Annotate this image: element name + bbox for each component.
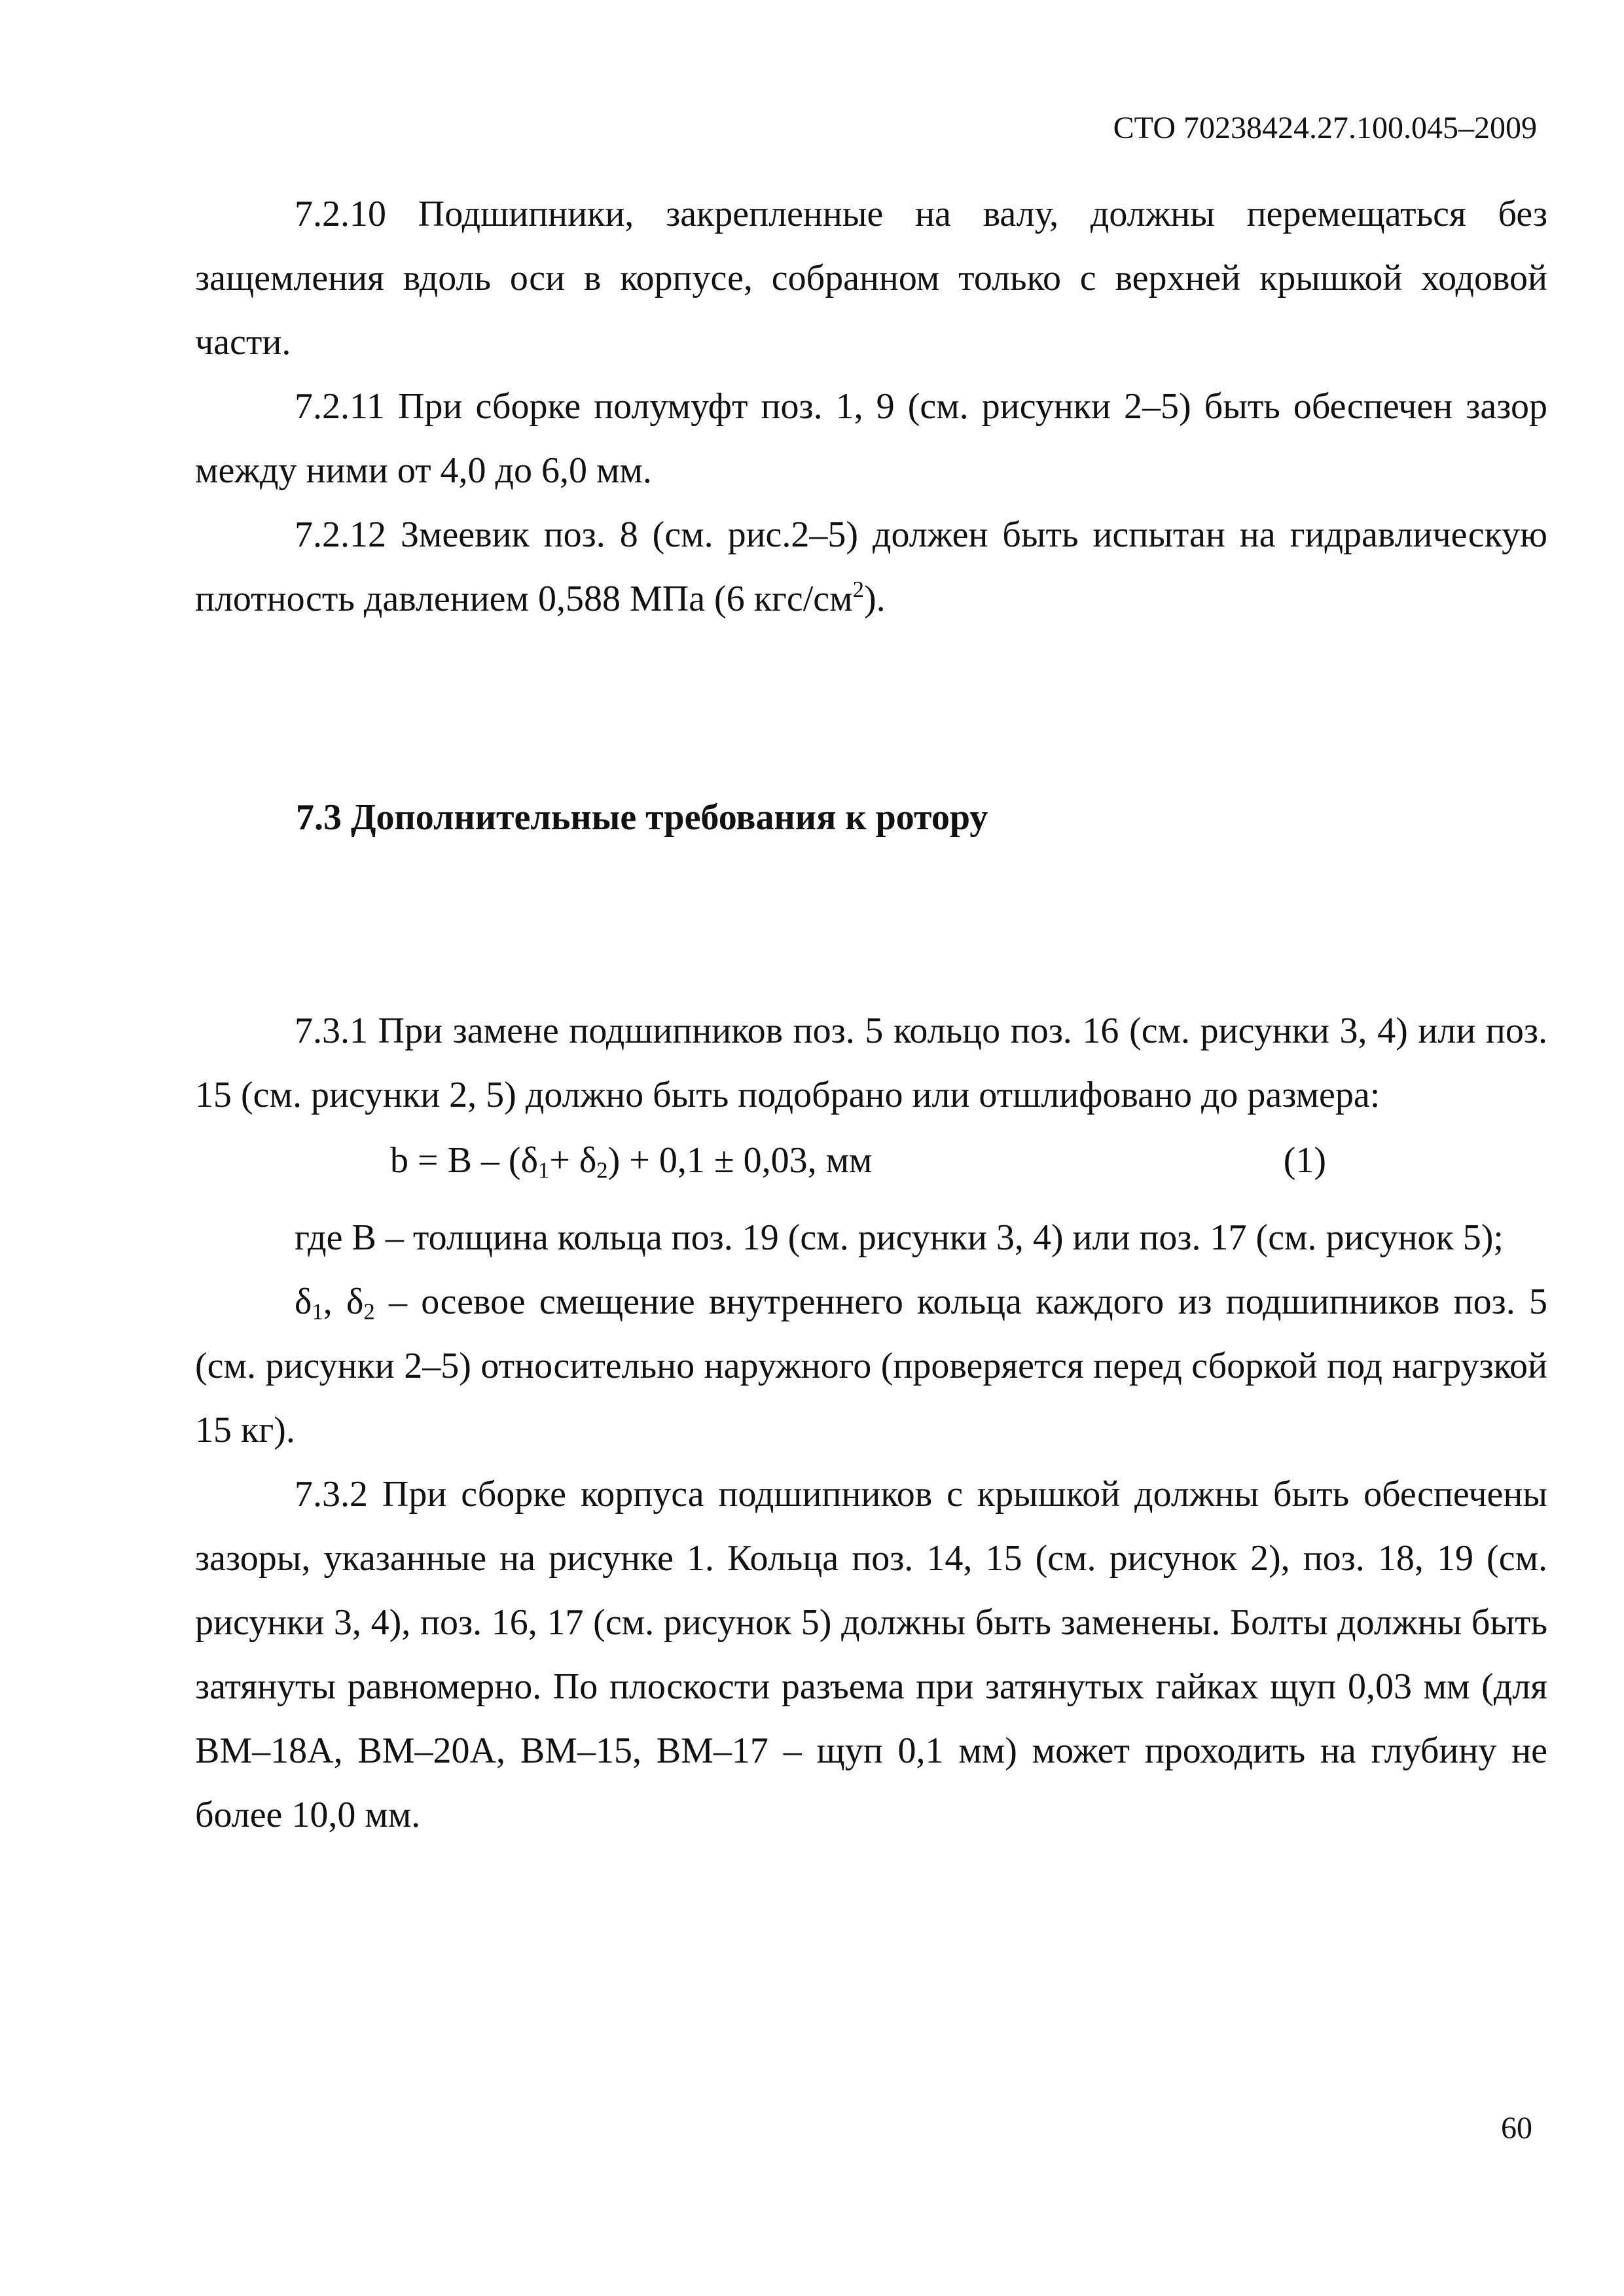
paragraph-7-2-12-text: 7.2.12 Змеевик поз. 8 (см. рис.2–5) должен быть испытан на гидравлическую плотность давлением 0,588 МПа (6 кгс/см xyxy=(195,514,1547,619)
definition-delta-text: – осевое смещение внутреннего кольца каждого из подшипников поз. 5 (см. рисунки 2–5) относительно наружного (проверяется перед сборкой под нагрузкой 15 кг). xyxy=(195,1282,1548,1450)
definition-delta xyxy=(195,1270,1547,1462)
formula-part: ) + 0,1 ± 0,03, мм xyxy=(607,1140,873,1181)
delta-symbol: δ xyxy=(295,1282,312,1322)
paragraph-block-7-2 xyxy=(195,182,1547,631)
paragraph-7-3-2: 7.3.2 При сборке корпуса подшипников с крышкой должны быть обеспечены зазоры, указанные на рисунке 1. Кольца поз. 14, 15 (см. рисунок 2), поз. 18, 19 (см. рисунки 3, 4), поз. 16, 17 (см. рисунок 5) должны быть заменены. Болты должны быть затянуты равномерно. По плоскости разъема при затянутых гайках щуп 0,03 мм (для ВМ–18А, ВМ–20А, ВМ–15, ВМ–17 – щуп 0,1 мм) может проходить на глубину не более 10,0 мм. xyxy=(195,1474,1547,1835)
document-code-header: СТО 70238424.27.100.045–2009 xyxy=(1113,111,1537,145)
paragraph-7-2-11: 7.2.11 При сборке полумуфт поз. 1, 9 (см. рисунки 2–5) быть обеспечен зазор между ними от 4,0 до 6,0 мм. xyxy=(195,386,1547,491)
formula-subscript-1: 1 xyxy=(537,1157,550,1183)
section-heading-7-3: 7.3 Дополнительные требования к ротору xyxy=(296,797,988,838)
paragraph-block-definitions xyxy=(195,1206,1547,1847)
delta-subscript-2: 2 xyxy=(363,1299,375,1325)
paragraph-7-3-1: 7.3.1 При замене подшипников поз. 5 кольцо поз. 16 (см. рисунки 3, 4) или поз. 15 (см. рисунки 2, 5) должно быть подобрано или отшлифовано до размера: xyxy=(195,1011,1547,1115)
formula-number: (1) xyxy=(1283,1140,1326,1181)
formula-expression xyxy=(390,1128,873,1193)
formula-subscript-2: 2 xyxy=(596,1157,608,1183)
formula-part: + δ xyxy=(549,1140,597,1181)
paragraph-7-2-10: 7.2.10 Подшипники, закрепленные на валу, должны перемещаться без защемления вдоль оси в корпусе, собранном только с верхней крышкой ходовой части. xyxy=(195,194,1547,363)
paragraph-7-2-12-end: ). xyxy=(863,579,886,619)
formula-part: b = B – (δ xyxy=(390,1140,538,1181)
page-number: 60 xyxy=(1501,2111,1532,2145)
delta-subscript-1: 1 xyxy=(312,1299,323,1325)
paragraph-7-2-12 xyxy=(195,503,1547,631)
definition-B: где B – толщина кольца поз. 19 (см. рисунки 3, 4) или поз. 17 (см. рисунок 5); xyxy=(295,1217,1504,1258)
superscript-2: 2 xyxy=(852,577,864,603)
delta-separator: , δ xyxy=(323,1282,364,1322)
paragraph-block-7-3-1 xyxy=(195,999,1547,1127)
